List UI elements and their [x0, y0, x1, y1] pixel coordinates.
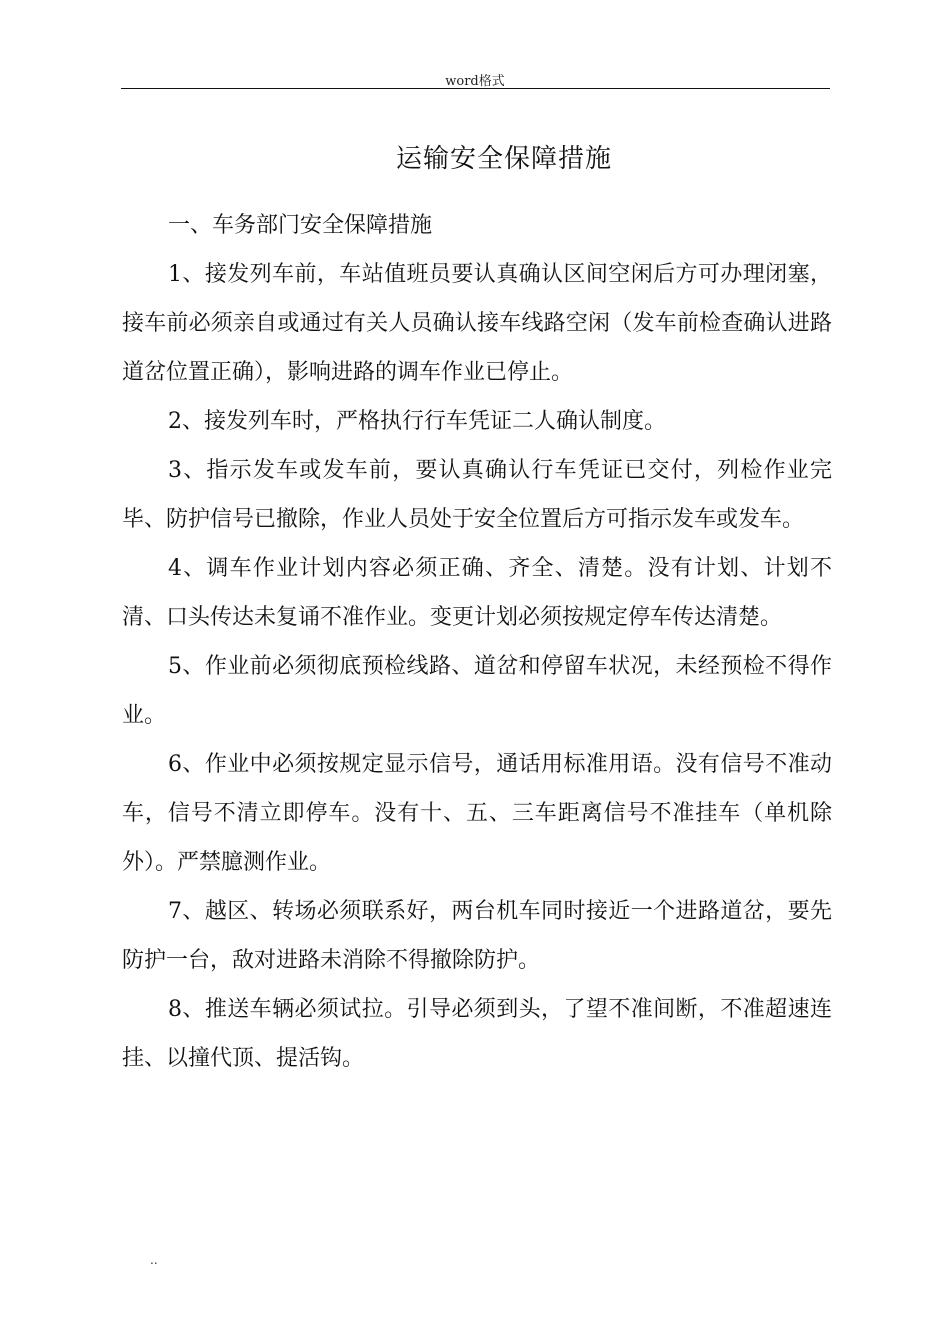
paragraph-3: 3、指示发车或发车前，要认真确认行车凭证已交付，列检作业完毕、防护信号已撤除，作业人员处于安全位置后方可指示发车或发车。	[122, 458, 832, 532]
header-divider	[121, 88, 830, 89]
document-title: 运输安全保障措施	[395, 144, 612, 174]
paragraph-5: 5、作业前必须彻底预检线路、道岔和停留车状况，未经预检不得作业。	[122, 654, 832, 728]
document-body	[122, 201, 832, 1083]
page-header: word格式	[445, 74, 505, 89]
paragraph-4: 4、调车作业计划内容必须正确、齐全、清楚。没有计划、计划不清、口头传达未复诵不准作业。变更计划必须按规定停车传达清楚。	[122, 556, 832, 630]
paragraph-6: 6、作业中必须按规定显示信号，通话用标准用语。没有信号不准动车，信号不清立即停车。没有十、五、三车距离信号不准挂车（单机除外）。严禁臆测作业。	[122, 752, 832, 875]
paragraph-2: 2、接发列车时，严格执行行车凭证二人确认制度。	[168, 409, 666, 434]
section-heading: 一、车务部门安全保障措施	[168, 213, 433, 238]
paragraph-8: 8、推送车辆必须试拉。引导必须到头，了望不准间断，不准超速连挂、以撞代顶、提活钩。	[122, 997, 832, 1071]
paragraph-1: 1、接发列车前，车站值班员要认真确认区间空闲后方可办理闭塞，接车前必须亲自或通过有关人员确认接车线路空闲（发车前检查确认进路道岔位置正确），影响进路的调车作业已停止。	[122, 262, 832, 385]
paragraph-7: 7、越区、转场必须联系好，两台机车同时接近一个进路道岔，要先防护一台，敌对进路未消除不得撤除防护。	[122, 899, 832, 973]
footer-mark: ..	[150, 1253, 158, 1267]
